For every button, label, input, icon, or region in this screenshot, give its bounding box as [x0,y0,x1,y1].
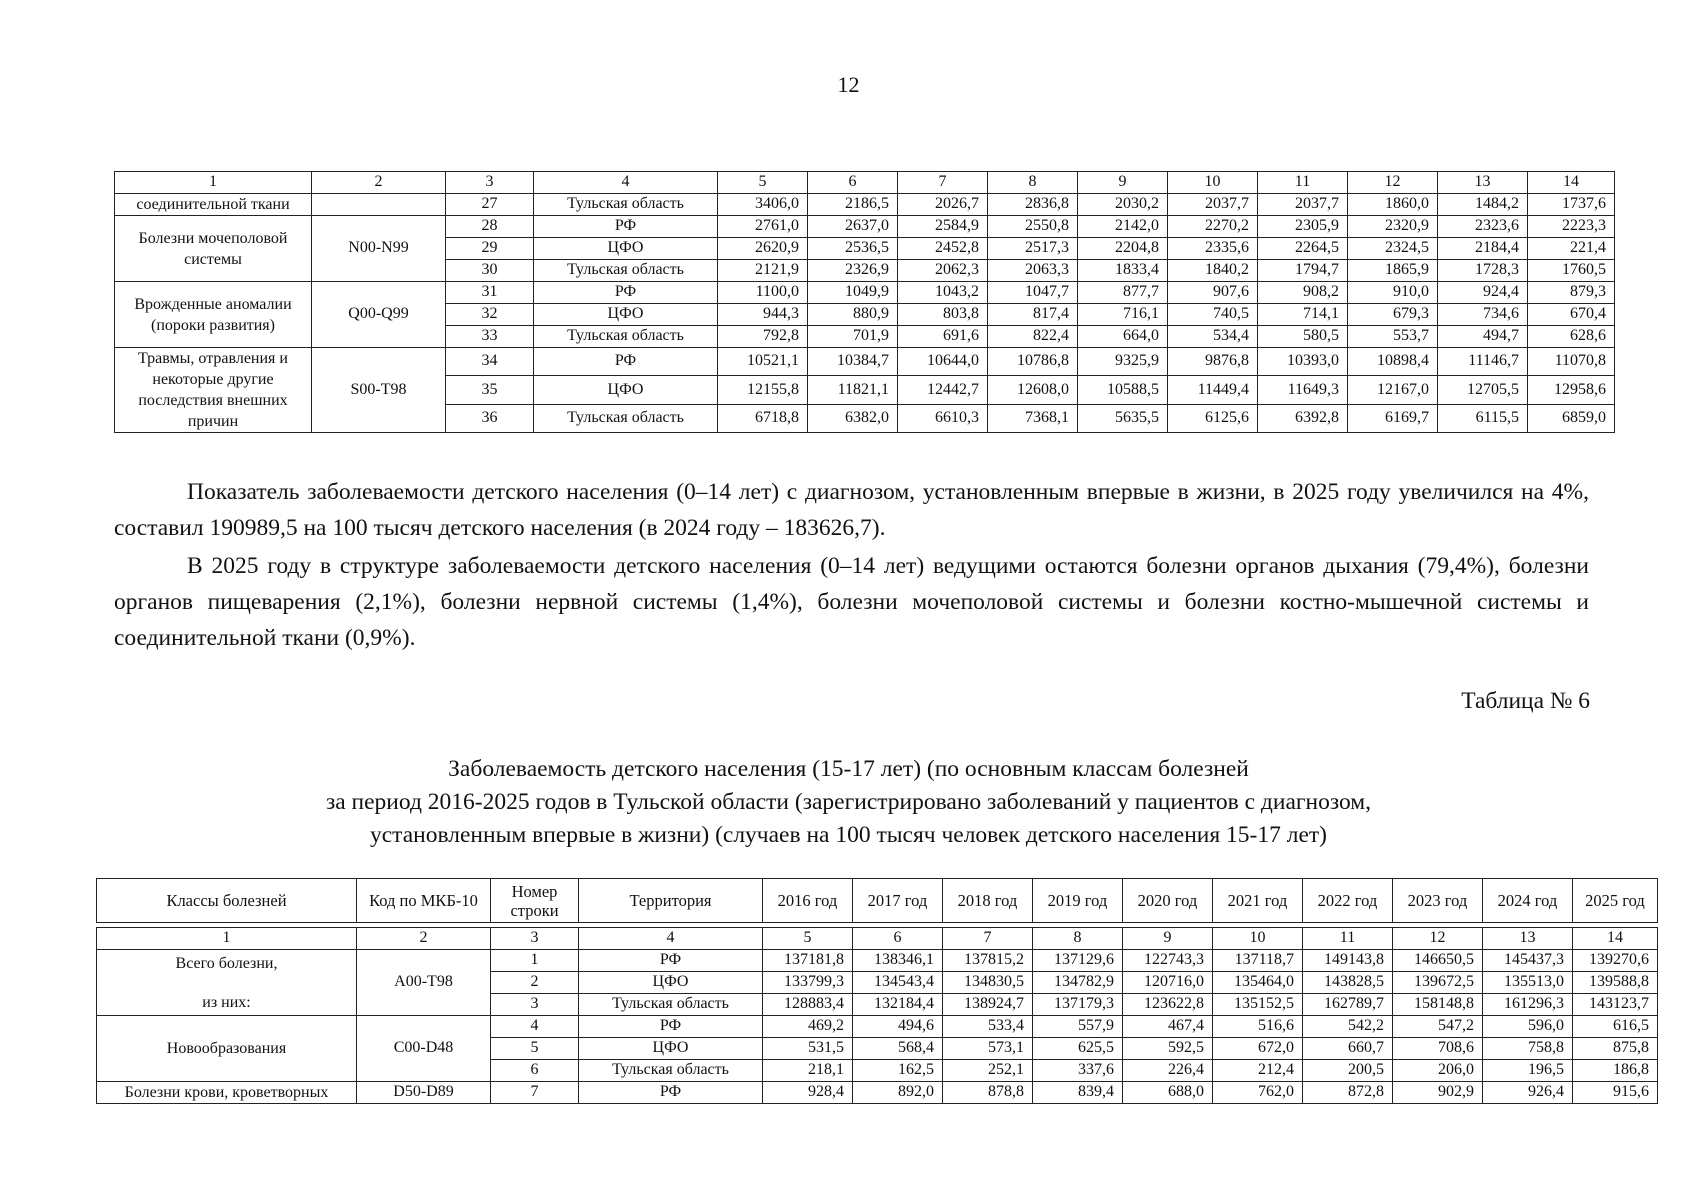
value-cell: 135464,0 [1213,972,1303,994]
value-cell: 716,1 [1078,304,1168,326]
value-cell: 12705,5 [1438,376,1528,404]
value-cell: 10644,0 [898,348,988,376]
value-cell: 2836,8 [988,194,1078,216]
value-cell: 2037,7 [1258,194,1348,216]
table-title-line: установленным впервые в жизни) (случаев на 100 тысяч человек детского населения 15-17 лет) [369,822,1327,848]
value-cell: 1737,6 [1528,194,1615,216]
line-number-cell: 7 [491,1082,579,1104]
line-number-cell: 1 [491,950,579,972]
territory-cell: Тульская область [579,994,763,1016]
value-cell: 2335,6 [1168,238,1258,260]
column-number-cell: 10 [1168,172,1258,194]
table-label: Таблица № 6 [1461,688,1590,714]
column-header: Классы болезней [97,879,357,923]
value-cell: 568,4 [853,1038,943,1060]
territory-cell: РФ [534,348,718,376]
value-cell: 2037,7 [1168,194,1258,216]
value-cell: 1100,0 [718,282,808,304]
column-number-cell: 9 [1123,928,1213,950]
disease-class-cell: Врожденные аномалии (пороки развития) [115,282,312,348]
column-header: 2025 год [1573,879,1658,923]
value-cell: 679,3 [1348,304,1438,326]
value-cell: 10393,0 [1258,348,1348,376]
value-cell: 758,8 [1483,1038,1573,1060]
column-number-cell: 3 [446,172,534,194]
value-cell: 688,0 [1123,1082,1213,1104]
territory-cell: РФ [534,216,718,238]
icd-code-cell: N00-N99 [312,216,446,282]
column-header: 2021 год [1213,879,1303,923]
value-cell: 2026,7 [898,194,988,216]
value-cell: 875,8 [1573,1038,1658,1060]
value-cell: 10521,1 [718,348,808,376]
line-number-cell: 28 [446,216,534,238]
value-cell: 792,8 [718,326,808,348]
column-header: 2016 год [763,879,853,923]
value-cell: 557,9 [1033,1016,1123,1038]
icd-code-cell: Q00-Q99 [312,282,446,348]
value-cell: 924,4 [1438,282,1528,304]
value-cell: 134543,4 [853,972,943,994]
column-number-cell: 6 [808,172,898,194]
column-header: 2017 год [853,879,943,923]
value-cell: 625,5 [1033,1038,1123,1060]
line-number-cell: 36 [446,404,534,432]
value-cell: 2452,8 [898,238,988,260]
value-cell: 1047,7 [988,282,1078,304]
value-cell: 218,1 [763,1060,853,1082]
value-cell: 12608,0 [988,376,1078,404]
value-cell: 162789,7 [1303,994,1393,1016]
incidence-table-continued [114,171,1615,433]
value-cell: 337,6 [1033,1060,1123,1082]
icd-code-cell: C00-D48 [357,1016,491,1082]
territory-cell: Тульская область [534,326,718,348]
line-number-cell: 2 [491,972,579,994]
disease-class-cell: Болезни крови, кроветворных [97,1082,357,1104]
column-number-cell: 13 [1483,928,1573,950]
value-cell: 11821,1 [808,376,898,404]
column-number-cell: 7 [943,928,1033,950]
table-row [115,216,1615,238]
icd-code-cell: D50-D89 [357,1082,491,1104]
value-cell: 6169,7 [1348,404,1438,432]
table-row [97,950,1658,972]
value-cell: 2062,3 [898,260,988,282]
value-cell: 6382,0 [808,404,898,432]
table-row [115,348,1615,376]
column-number-cell: 1 [97,928,357,950]
value-cell: 186,8 [1573,1060,1658,1082]
value-cell: 11146,7 [1438,348,1528,376]
value-cell: 908,2 [1258,282,1348,304]
value-cell: 12958,6 [1528,376,1615,404]
value-cell: 6610,3 [898,404,988,432]
column-number-cell: 2 [357,928,491,950]
value-cell: 2584,9 [898,216,988,238]
value-cell: 12155,8 [718,376,808,404]
line-number-cell: 5 [491,1038,579,1060]
value-cell: 2550,8 [988,216,1078,238]
column-number-cell: 2 [312,172,446,194]
value-cell: 928,4 [763,1082,853,1104]
value-cell: 467,4 [1123,1016,1213,1038]
line-number-cell: 31 [446,282,534,304]
table-row [97,1082,1658,1104]
paragraph-incidence-summary: Показатель заболеваемости детского населения (0–14 лет) с диагнозом, установленным впервые в жизни, в 2025 году увеличился на 4%, составил 190989,5 на 100 тысяч детского населения (в 2024 году – 183626,7). [114,479,1589,541]
territory-cell: Тульская область [579,1060,763,1082]
value-cell: 137179,3 [1033,994,1123,1016]
value-cell: 196,5 [1483,1060,1573,1082]
territory-cell: РФ [534,282,718,304]
value-cell: 12442,7 [898,376,988,404]
column-number-cell: 9 [1078,172,1168,194]
column-header: Номер строки [491,879,579,923]
incidence-table-15-17 [96,878,1658,1104]
value-cell: 134782,9 [1033,972,1123,994]
column-number-row [115,172,1615,194]
value-cell: 910,0 [1348,282,1438,304]
value-cell: 877,7 [1078,282,1168,304]
territory-cell: ЦФО [534,238,718,260]
line-number-cell: 6 [491,1060,579,1082]
value-cell: 2264,5 [1258,238,1348,260]
value-cell: 944,3 [718,304,808,326]
value-cell: 542,2 [1303,1016,1393,1038]
value-cell: 6859,0 [1528,404,1615,432]
line-number-cell: 3 [491,994,579,1016]
value-cell: 212,4 [1213,1060,1303,1082]
column-number-cell: 3 [491,928,579,950]
table-title [0,753,1697,852]
value-cell: 878,8 [943,1082,1033,1104]
value-cell: 145437,3 [1483,950,1573,972]
value-cell: 139588,8 [1573,972,1658,994]
value-cell: 2121,9 [718,260,808,282]
value-cell: 469,2 [763,1016,853,1038]
value-cell: 822,4 [988,326,1078,348]
disease-class-cell: Травмы, отравления и некоторые другие последствия внешних причин [115,348,312,433]
value-cell: 200,5 [1303,1060,1393,1082]
value-cell: 138924,7 [943,994,1033,1016]
column-number-cell: 6 [853,928,943,950]
value-cell: 2142,0 [1078,216,1168,238]
column-number-cell: 5 [763,928,853,950]
value-cell: 137181,8 [763,950,853,972]
line-number-cell: 33 [446,326,534,348]
value-cell: 670,4 [1528,304,1615,326]
value-cell: 9876,8 [1168,348,1258,376]
value-cell: 1833,4 [1078,260,1168,282]
value-cell: 6392,8 [1258,404,1348,432]
disease-class-cell: Новообразования [97,1016,357,1082]
value-cell: 11070,8 [1528,348,1615,376]
value-cell: 10786,8 [988,348,1078,376]
value-cell: 915,6 [1573,1082,1658,1104]
value-cell: 226,4 [1123,1060,1213,1082]
value-cell: 149143,8 [1303,950,1393,972]
disease-class-cell: Болезни мочеполовой системы [115,216,312,282]
value-cell: 926,4 [1483,1082,1573,1104]
value-cell: 762,0 [1213,1082,1303,1104]
value-cell: 879,3 [1528,282,1615,304]
value-cell: 12167,0 [1348,376,1438,404]
column-number-cell: 14 [1528,172,1615,194]
value-cell: 2223,3 [1528,216,1615,238]
value-cell: 2270,2 [1168,216,1258,238]
line-number-cell: 32 [446,304,534,326]
territory-cell: ЦФО [534,304,718,326]
value-cell: 2320,9 [1348,216,1438,238]
value-cell: 6718,8 [718,404,808,432]
value-cell: 137815,2 [943,950,1033,972]
value-cell: 10384,7 [808,348,898,376]
value-cell: 533,4 [943,1016,1033,1038]
value-cell: 1043,2 [898,282,988,304]
column-header: 2018 год [943,879,1033,923]
line-number-cell: 30 [446,260,534,282]
disease-class-line: из них: [202,993,251,1011]
value-cell: 10588,5 [1078,376,1168,404]
value-cell: 143123,7 [1573,994,1658,1016]
value-cell: 9325,9 [1078,348,1168,376]
value-cell: 139672,5 [1393,972,1483,994]
value-cell: 592,5 [1123,1038,1213,1060]
value-cell: 2184,4 [1438,238,1528,260]
value-cell: 206,0 [1393,1060,1483,1082]
value-cell: 664,0 [1078,326,1168,348]
paragraph-incidence-structure: В 2025 году в структуре заболеваемости детского населения (0–14 лет) ведущими остаются болезни органов дыхания (79,4%), болезни органов пищеварения (2,1%), болезни нервной системы (1,4%), болезни мочеполовой системы и болезни костно-мышечной системы и соединительной ткани (0,9%). [114,553,1589,651]
value-cell: 803,8 [898,304,988,326]
value-cell: 1760,5 [1528,260,1615,282]
value-cell: 2761,0 [718,216,808,238]
value-cell: 708,6 [1393,1038,1483,1060]
value-cell: 596,0 [1483,1016,1573,1038]
territory-cell: Тульская область [534,404,718,432]
column-number-cell: 4 [534,172,718,194]
value-cell: 672,0 [1213,1038,1303,1060]
value-cell: 123622,8 [1123,994,1213,1016]
value-cell: 11649,3 [1258,376,1348,404]
value-cell: 133799,3 [763,972,853,994]
territory-cell: Тульская область [534,260,718,282]
value-cell: 252,1 [943,1060,1033,1082]
value-cell: 137129,6 [1033,950,1123,972]
value-cell: 11449,4 [1168,376,1258,404]
value-cell: 135152,5 [1213,994,1303,1016]
territory-cell: РФ [579,950,763,972]
value-cell: 660,7 [1303,1038,1393,1060]
value-cell: 120716,0 [1123,972,1213,994]
line-number-cell: 29 [446,238,534,260]
table-title-line: за период 2016-2025 годов в Тульской области (зарегистрировано заболеваний у пациентов с диагнозом, [325,789,1372,815]
value-cell: 138346,1 [853,950,943,972]
column-number-cell: 14 [1573,928,1658,950]
value-cell: 714,1 [1258,304,1348,326]
column-number-row [97,928,1658,950]
column-number-cell: 11 [1258,172,1348,194]
column-number-cell: 12 [1348,172,1438,194]
table-title-line: Заболеваемость детского населения (15-17 лет) (по основным классам болезней [448,756,1249,782]
value-cell: 2637,0 [808,216,898,238]
value-cell: 907,6 [1168,282,1258,304]
territory-cell: РФ [579,1082,763,1104]
value-cell: 2326,9 [808,260,898,282]
value-cell: 135513,0 [1483,972,1573,994]
column-number-cell: 8 [1033,928,1123,950]
value-cell: 1484,2 [1438,194,1528,216]
value-cell: 1049,9 [808,282,898,304]
value-cell: 137118,7 [1213,950,1303,972]
value-cell: 1728,3 [1438,260,1528,282]
value-cell: 2517,3 [988,238,1078,260]
column-number-cell: 11 [1303,928,1393,950]
value-cell: 221,4 [1528,238,1615,260]
disease-class-cell [97,950,357,1016]
value-cell: 1794,7 [1258,260,1348,282]
value-cell: 534,4 [1168,326,1258,348]
value-cell: 2063,3 [988,260,1078,282]
column-header: 2022 год [1303,879,1393,923]
value-cell: 132184,4 [853,994,943,1016]
column-number-cell: 5 [718,172,808,194]
icd-code-cell [312,194,446,216]
territory-cell: ЦФО [579,1038,763,1060]
territory-cell: Тульская область [534,194,718,216]
value-cell: 146650,5 [1393,950,1483,972]
value-cell: 2323,6 [1438,216,1528,238]
value-cell: 10898,4 [1348,348,1438,376]
column-number-cell: 7 [898,172,988,194]
value-cell: 122743,3 [1123,950,1213,972]
column-number-cell: 8 [988,172,1078,194]
value-cell: 494,6 [853,1016,943,1038]
territory-cell: ЦФО [579,972,763,994]
value-cell: 143828,5 [1303,972,1393,994]
column-number-cell: 1 [115,172,312,194]
value-cell: 134830,5 [943,972,1033,994]
value-cell: 573,1 [943,1038,1033,1060]
territory-cell: РФ [579,1016,763,1038]
value-cell: 817,4 [988,304,1078,326]
line-number-cell: 35 [446,376,534,404]
value-cell: 547,2 [1393,1016,1483,1038]
value-cell: 158148,8 [1393,994,1483,1016]
column-number-cell: 10 [1213,928,1303,950]
column-header: Территория [579,879,763,923]
value-cell: 2030,2 [1078,194,1168,216]
value-cell: 6125,6 [1168,404,1258,432]
value-cell: 628,6 [1528,326,1615,348]
line-number-cell: 4 [491,1016,579,1038]
line-number-cell: 34 [446,348,534,376]
value-cell: 2536,5 [808,238,898,260]
value-cell: 616,5 [1573,1016,1658,1038]
value-cell: 139270,6 [1573,950,1658,972]
value-cell: 161296,3 [1483,994,1573,1016]
value-cell: 872,8 [1303,1082,1393,1104]
value-cell: 734,6 [1438,304,1528,326]
territory-cell: ЦФО [534,376,718,404]
table-row [115,282,1615,304]
value-cell: 580,5 [1258,326,1348,348]
value-cell: 1865,9 [1348,260,1438,282]
column-number-cell: 4 [579,928,763,950]
value-cell: 2324,5 [1348,238,1438,260]
icd-code-cell: S00-T98 [312,348,446,433]
value-cell: 7368,1 [988,404,1078,432]
disease-class-line: Всего болезни, [175,954,278,972]
column-header: 2019 год [1033,879,1123,923]
header-row [97,879,1658,923]
value-cell: 531,5 [763,1038,853,1060]
column-header: 2024 год [1483,879,1573,923]
value-cell: 2620,9 [718,238,808,260]
value-cell: 494,7 [1438,326,1528,348]
value-cell: 1860,0 [1348,194,1438,216]
value-cell: 6115,5 [1438,404,1528,432]
value-cell: 880,9 [808,304,898,326]
value-cell: 2204,8 [1078,238,1168,260]
value-cell: 2305,9 [1258,216,1348,238]
line-number-cell: 27 [446,194,534,216]
value-cell: 902,9 [1393,1082,1483,1104]
value-cell: 162,5 [853,1060,943,1082]
icd-code-cell: A00-T98 [357,950,491,1016]
column-number-cell: 12 [1393,928,1483,950]
page-number: 12 [837,72,860,97]
value-cell: 5635,5 [1078,404,1168,432]
value-cell: 128883,4 [763,994,853,1016]
value-cell: 553,7 [1348,326,1438,348]
value-cell: 892,0 [853,1082,943,1104]
disease-class-cell: соединительной ткани [115,194,312,216]
column-number-cell: 13 [1438,172,1528,194]
value-cell: 2186,5 [808,194,898,216]
value-cell: 701,9 [808,326,898,348]
value-cell: 839,4 [1033,1082,1123,1104]
value-cell: 1840,2 [1168,260,1258,282]
value-cell: 3406,0 [718,194,808,216]
column-header: 2023 год [1393,879,1483,923]
value-cell: 516,6 [1213,1016,1303,1038]
column-header: 2020 год [1123,879,1213,923]
column-header: Код по МКБ-10 [357,879,491,923]
table-row [97,1016,1658,1038]
value-cell: 740,5 [1168,304,1258,326]
table-row [115,194,1615,216]
value-cell: 691,6 [898,326,988,348]
